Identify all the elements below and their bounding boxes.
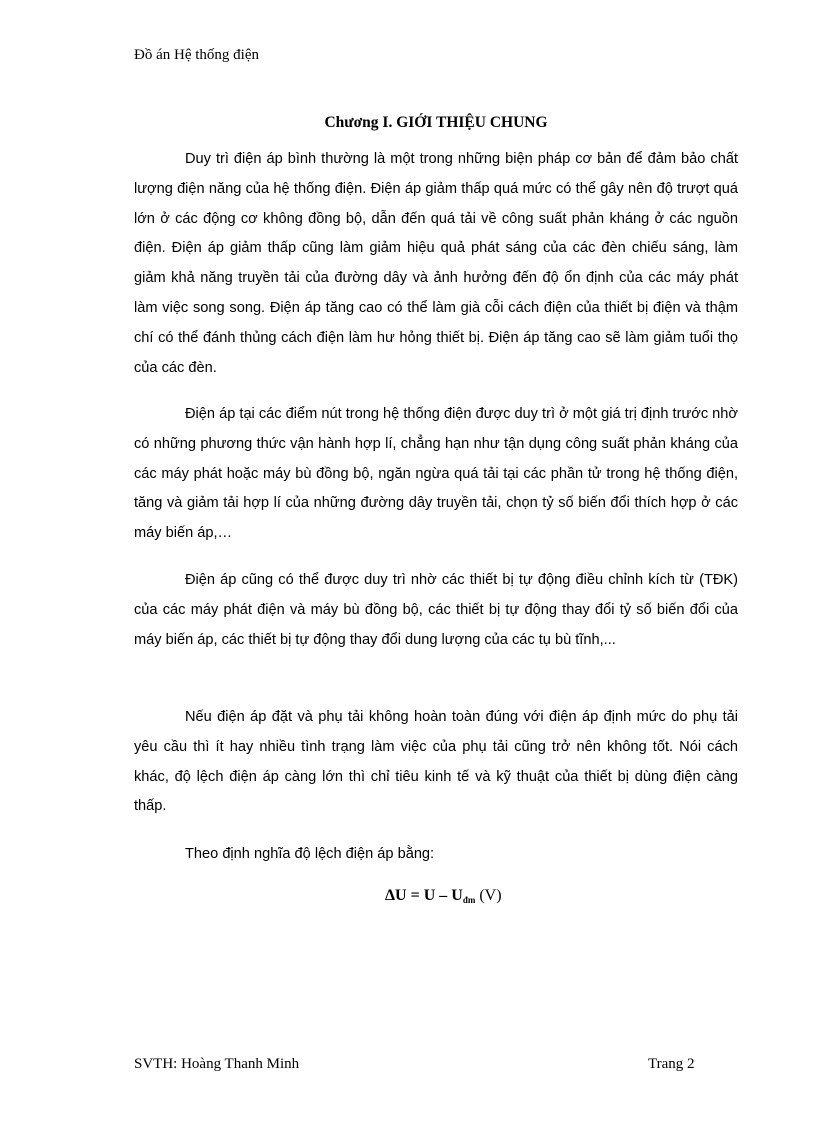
paragraph-5: Theo định nghĩa độ lệch điện áp bằng: [185,846,435,862]
paragraph-2: Điện áp tại các điểm nút trong hệ thống điện được duy trì ở một giá trị định trước nhờ có những phương thức vận hành hợp lí, chẳng hạn như tận dụng công suất phản kháng của các máy phát hoặc máy bù đồng bộ, ngăn ngừa quá tải tại các phần tử trong hệ thống điện, tăng và giảm tải hợp lí của những đường dây truyền tải, chọn tỷ số biến đổi thích hợp ở các máy biến áp,… [134,406,738,542]
chapter-title: Chương I. GIỚI THIỆU CHUNG [324,114,548,131]
paragraph-1: Duy trì điện áp bình thường là một trong những biện pháp cơ bản để đảm bảo chất lượng điện năng của hệ thống điện. Điện áp giảm thấp quá mức có thể gây nên độ trượt quá lớn ở các động cơ không đồng bộ, dẫn đến quá tải về công suất phản kháng ở các nguồn điện. Điện áp giảm thấp cũng làm giảm hiệu quả phát sáng của các đèn chiếu sáng, làm giảm khả năng truyền tải của đường dây và ảnh hưởng đến độ ổn định của các máy phát làm việc song song. Điện áp tăng cao có thể làm già cỗi cách điện của thiết bị điện và thậm chí có thể đánh thủng cách điện làm hư hỏng thiết bị. Điện áp tăng cao sẽ làm giảm tuổi thọ của các đèn. [134,151,738,376]
paragraph-4: Nếu điện áp đặt và phụ tải không hoàn toàn đúng với điện áp định mức do phụ tải yêu cầu thì ít hay nhiều tình trạng làm việc của phụ tải cũng trở nên không tốt. Nói cách khác, độ lệch điện áp càng lớn thì chỉ tiêu kinh tế và kỹ thuật của thiết bị dùng điện càng thấp. [134,709,738,815]
footer-author: SVTH: Hoàng Thanh Minh [134,1056,300,1072]
formula-subscript: đm [462,895,476,905]
formula-unit: (V) [479,887,502,904]
footer-page-number: Trang 2 [648,1056,695,1072]
formula-main: ΔU = U – U [385,887,463,904]
paragraph-3: Điện áp cũng có thể được duy trì nhờ các thiết bị tự động điều chỉnh kích từ (TĐK) của các máy phát điện và máy bù đồng bộ, các thiết bị tự động thay đổi tỷ số biến đổi của máy biến áp, các thiết bị tự động thay đổi dung lượng của các tụ bù tĩnh,... [134,572,738,648]
document-header: Đồ án Hệ thống điện [134,47,259,63]
voltage-deviation-formula [385,887,502,905]
